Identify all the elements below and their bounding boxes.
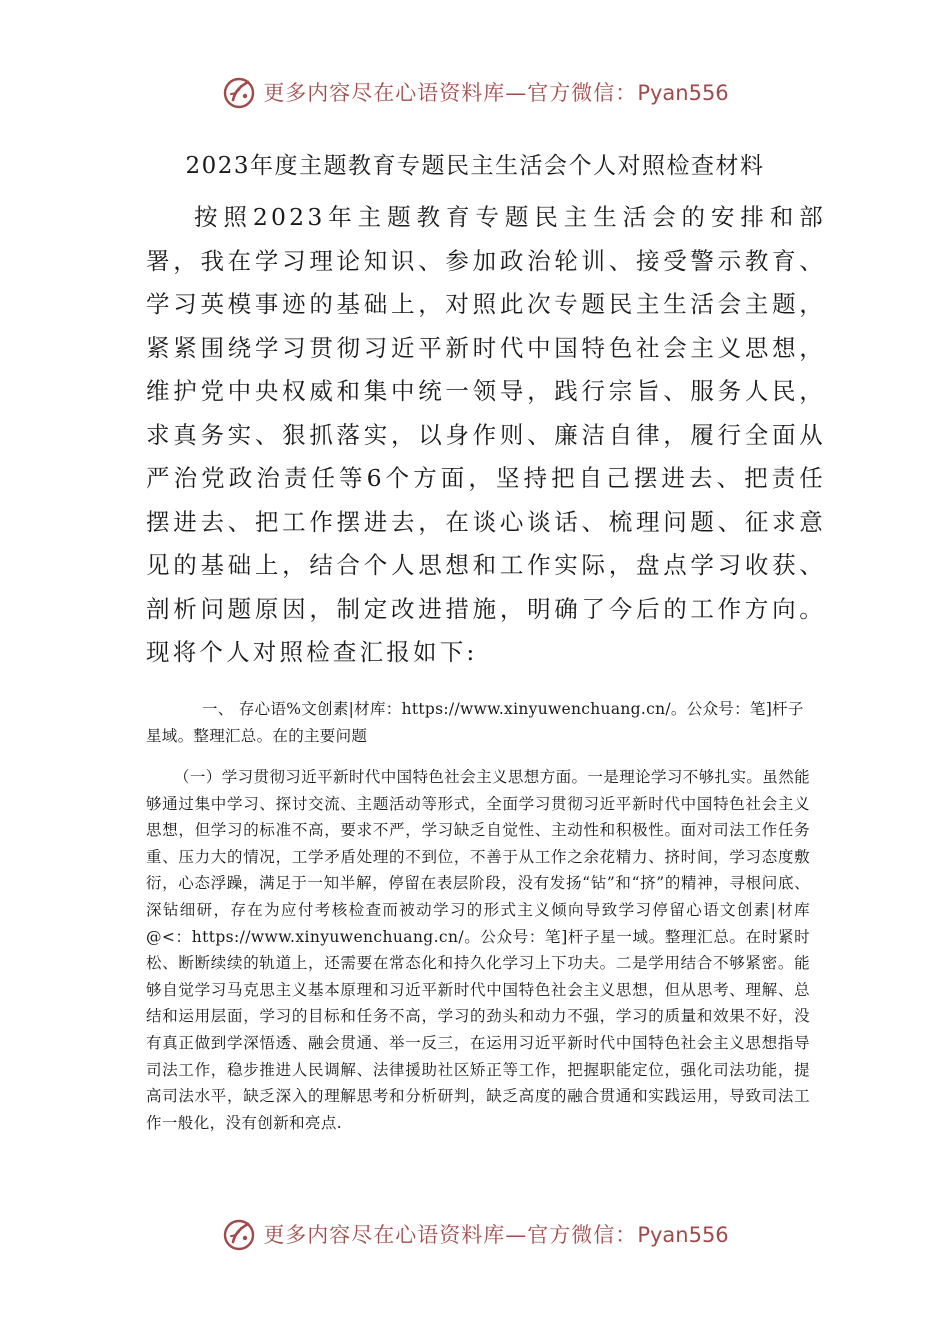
footer-watermark — [0, 1214, 950, 1254]
document-title: 2023年度主题教育专题民主生活会个人对照检查材料 — [185, 153, 765, 179]
body-paragraph: （一）学习贯彻习近平新时代中国特色社会主义思想方面。一是理论学习不够扎实。虽然能够通过集中学习、探讨交流、主题活动等形式，全面学习贯彻习近平新时代中国特色社会主义思想，但学习的标准不高，要求不严，学习缺乏自觉性、主动性和积极性。面对司法工作任务重、压力大的情况，工学矛盾处理的不到位，不善于从工作之余花精力、挤时间，学习态度敷衍，心态浮躁，满足于一知半解，停留在表层阶段，没有发扬“钻”和“挤”的精神，寻根问底、深钻细研，存在为应付考核检查而被动学习的形式主义倾向导致学习停留心语文创素|材库@<：https://www.xinyuwenchuang.cn/。公众号：笔]杆子星一域。整理汇总。在时紧时松、断断续续的轨道上，还需要在常态化和持久化学习上下功夫。二是学用结合不够紧密。能够自觉学习马克思主义基本原理和习近平新时代中国特色社会主义思想，但从思考、理解、总结和运用层面，学习的目标和任务不高，学习的劲头和动力不强，学习的质量和效果不好，没有真正做到学深悟透、融会贯通、举一反三，在运用习近平新时代中国特色社会主义思想指导司法工作，稳步推进人民调解、法律援助社区矫正等工作，把握职能定位，强化司法功能，提高司法水平，缺乏深入的理解思考和分析研判，缺乏高度的融合贯通和实践运用，导致司法工作一般化，没有创新和亮点. — [146, 768, 811, 1132]
logo-icon — [221, 1216, 257, 1252]
watermark-text: 更多内容尽在心语资料库—官方微信：Pyan556 — [263, 1223, 729, 1247]
watermark-text: 更多内容尽在心语资料库—官方微信：Pyan556 — [263, 81, 729, 105]
intro-paragraph: 按照2023年主题教育专题民主生活会的安排和部署，我在学习理论知识、参加政治轮训、接受警示教育、学习英模事迹的基础上，对照此次专题民主生活会主题，紧紧围绕学习贯彻习近平新时代中国特色社会主义思想，维护党中央权威和集中统一领导，践行宗旨、服务人民，求真务实、狠抓落实，以身作则、廉洁自律，履行全面从严治党政治责任等6个方面，坚持把自己摆进去、把责任摆进去、把工作摆进去，在谈心谈话、梳理问题、征求意见的基础上，结合个人思想和工作实际，盘点学习收获、剖析问题原因，制定改进措施，明确了今后的工作方向。现将个人对照检查汇报如下: — [146, 203, 826, 666]
section-heading: 一、 存心语%文创素|材库：https://www.xinyuwenchuang.cn/。公众号：笔]杆子星域。整理汇总。在的主要问题 — [146, 700, 804, 745]
wechat-id: Pyan556 — [637, 1223, 729, 1247]
wechat-id: Pyan556 — [637, 81, 729, 105]
header-watermark — [0, 72, 950, 112]
logo-icon — [221, 74, 257, 110]
